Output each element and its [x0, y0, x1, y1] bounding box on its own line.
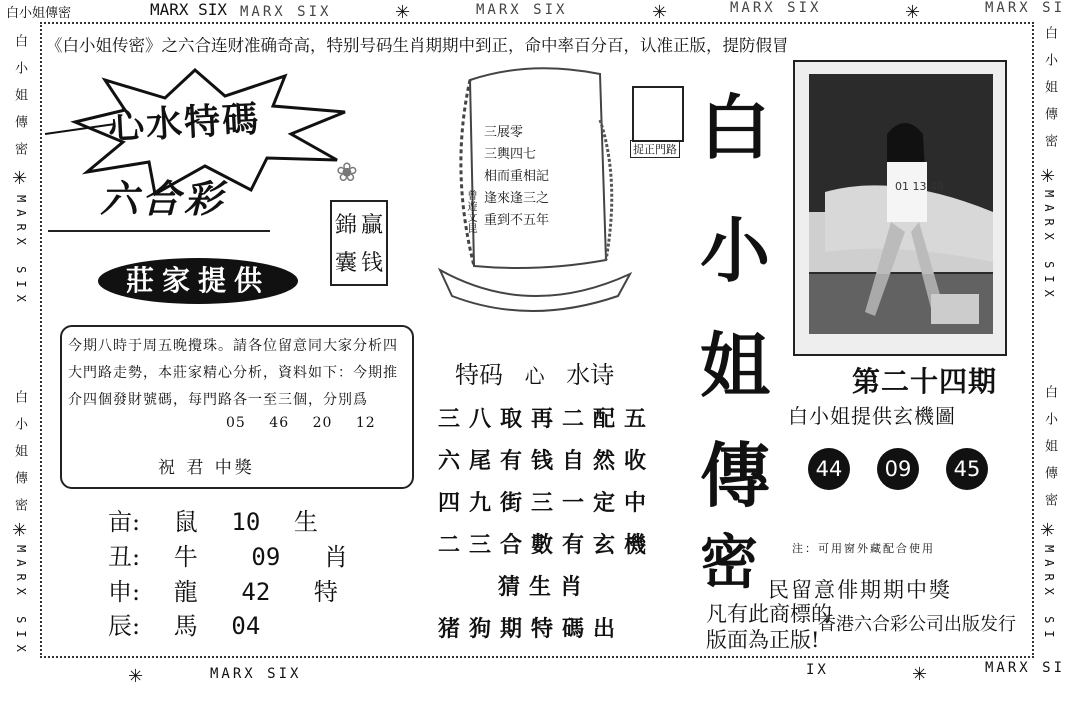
zodiac-branch: 亩: [108, 508, 141, 536]
notice-number: 46 [269, 415, 290, 431]
marx-label-1: MARX SIX [150, 0, 228, 19]
zodiac-branch: 申: [108, 578, 141, 606]
publisher-text: 香港六合彩公司出版发行 [818, 614, 1016, 635]
small-side-text: 曾遊文昆 [465, 190, 476, 234]
issue-subtitle: 白小姐提供玄機圖 [788, 404, 956, 428]
big-title-char: 密 [700, 528, 759, 596]
issue-title: 第二十四期 [852, 365, 998, 398]
zodiac-animal: 牛 [173, 543, 198, 571]
zodiac-number: 10 [231, 508, 261, 536]
poem-box-line: 三輿四七 [484, 147, 537, 162]
flower-icon: ❀ [336, 158, 358, 188]
marx-label-3: MARX SIX [476, 2, 568, 18]
brand-small-top: 白小姐傳密 [6, 6, 72, 21]
star-icon: ✳ [905, 2, 921, 23]
zodiac-branch: 丑: [108, 543, 141, 571]
zodiac-number: 04 [231, 612, 261, 640]
big-title-char: 小 [700, 209, 770, 292]
slogan-text: 民留意俳期期中獎 [768, 578, 952, 602]
star-icon: ✳ [12, 520, 28, 541]
marx-label-2: MARX SIX [240, 4, 332, 20]
poem-line: 二三合數有玄機 [438, 532, 656, 558]
starburst-title: 心水特碼 [107, 98, 262, 148]
photo-frame [793, 60, 1007, 356]
divider [48, 230, 270, 232]
right-vertical-marx-2: MARX SI [1042, 545, 1056, 645]
poem-title-c: 水诗 [566, 361, 615, 389]
poem-line: 六尾有钱自然收 [438, 448, 656, 474]
zodiac-extra: 肖 [323, 543, 348, 571]
zodiac-extra: 生 [293, 508, 318, 536]
footer-line-1: 凡有此商標的 [706, 602, 832, 626]
marx-bottom-1: MARX SIX [210, 666, 302, 682]
jinnang-box [330, 200, 388, 286]
closing-line: 猪狗期特碼出 [438, 616, 625, 642]
big-title-char: 傳 [700, 434, 770, 517]
zodiac-animal: 龍 [173, 578, 198, 606]
star-icon: ✳ [395, 2, 411, 23]
photo-numbers: 01 13 48 [895, 180, 944, 193]
right-vertical-marx: MARX SIX [1042, 190, 1056, 304]
right-vertical-brand-2: 白小姐傳密 [1042, 385, 1057, 520]
side-char: 钱 [361, 251, 384, 276]
poem-line: 四九街三一定中 [438, 490, 656, 516]
left-vertical-marx-2: MARX SIX [14, 545, 28, 659]
stamp-label: 捉正門路 [630, 140, 680, 158]
marx-bottom-2: IX [806, 662, 829, 678]
zodiac-row [108, 606, 260, 641]
star-icon: ✳ [128, 666, 144, 687]
poem-box-line: 相而重相記 [484, 169, 550, 184]
poem-title-a: 特码 [455, 361, 503, 389]
wish-text: 祝 君 中獎 [158, 458, 255, 478]
poem-box-line: 逢來逢三之 [484, 191, 550, 206]
star-icon: ✳ [1040, 520, 1056, 541]
poem-title-b: 心 [524, 364, 545, 388]
notice-number: 12 [355, 415, 376, 431]
notice-number: 05 [226, 415, 246, 431]
number-ball: 09 [877, 448, 919, 490]
poem-line: 三八取再二配五 [438, 406, 656, 432]
note-text: 注：可用窗外藏配合使用 [792, 542, 935, 555]
model-photo [795, 62, 1005, 354]
left-vertical-brand: 白小姐傳密 [12, 34, 27, 169]
zodiac-row [108, 572, 338, 607]
side-char: 囊 [335, 251, 358, 276]
provider-badge: 莊家提供 [98, 258, 298, 304]
star-icon: ✳ [1040, 166, 1056, 187]
left-vertical-marx: MARX SIX [14, 195, 28, 309]
marx-label-4: MARX SIX [730, 0, 822, 16]
number-ball: 45 [946, 448, 988, 490]
guess-text: 猜生肖 [498, 574, 592, 600]
number-ball: 44 [808, 448, 850, 490]
poem-title [455, 355, 614, 390]
stamp-box [632, 86, 684, 142]
zodiac-animal: 鼠 [173, 508, 198, 536]
left-vertical-brand-2: 白小姐傳密 [12, 390, 27, 525]
big-title-char: 姐 [700, 324, 770, 407]
zodiac-number: 09 [251, 543, 281, 571]
poem-box-line: 三展零 [484, 125, 524, 140]
side-char: 錦 [335, 213, 358, 238]
zodiac-row [108, 537, 348, 572]
zodiac-row [108, 502, 318, 537]
big-title-char: 白 [700, 86, 770, 169]
side-char: 贏 [361, 213, 384, 238]
star-icon: ✳ [652, 2, 668, 23]
notice-number: 20 [312, 415, 333, 431]
zodiac-extra: 特 [313, 578, 338, 606]
star-icon: ✳ [12, 168, 28, 189]
footer-line-2: 版面為正版! [706, 628, 820, 652]
liuhecai-logo: 六合彩 [100, 176, 227, 221]
star-icon: ✳ [912, 664, 928, 685]
zodiac-number: 42 [241, 578, 271, 606]
top-banner: 《白小姐传密》之六合连财准确奇高，特别号码生肖期期中到正，命中率百分百，认准正版，提防假冒 [46, 36, 789, 55]
poem-box [484, 122, 549, 232]
zodiac-animal: 馬 [173, 612, 198, 640]
notice-text: 今期八時于周五晚攪珠。請各位留意同大家分析四大門路走勢，本莊家精心分析，資料如下：今期推介四個發財號碼，每門路各一至三個，分別爲 [68, 338, 398, 408]
right-vertical-brand: 白小姐傳密 [1042, 26, 1057, 161]
notice-numbers [226, 415, 406, 431]
zodiac-branch: 辰: [108, 612, 141, 640]
poem-box-line: 重到不五年 [484, 213, 550, 228]
marx-label-5: MARX SI [985, 0, 1066, 16]
marx-bottom-3: MARX SI [985, 660, 1066, 676]
